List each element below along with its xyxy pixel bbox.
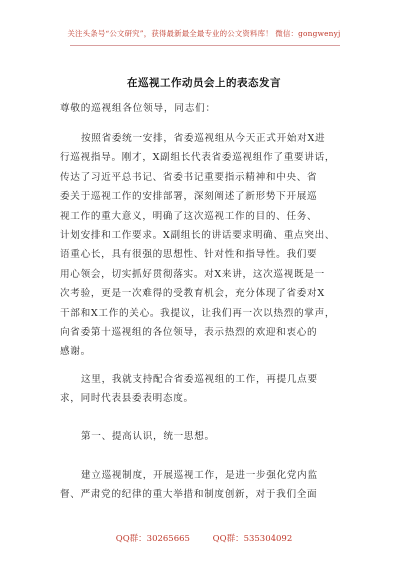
text-line: 语重心长，具有很强的思想性、针对性和指导性。我们要 xyxy=(60,249,318,261)
text-line: 计划安排和工作要求。X副组长的讲话要求明确、重点突出、 xyxy=(60,229,336,241)
footer-qq-group-2: QQ群：535304092 xyxy=(212,534,293,544)
paragraph-1 xyxy=(60,129,360,362)
text-line: 求，同时代表县委表明态度。 xyxy=(60,393,194,405)
text-line: 委关于巡视工作的安排部署，深刻阐述了新形势下开展巡 xyxy=(60,191,318,203)
document-title: 在巡视工作动员会上的表态发言 xyxy=(127,77,281,89)
section-heading-1 xyxy=(60,427,360,446)
paragraph-2 xyxy=(60,370,360,409)
footer-qq-group-1: QQ群：30265665 xyxy=(115,534,190,544)
text-line: 行巡视指导。刚才，X副组长代表省委巡视组作了重要讲话， xyxy=(60,152,336,164)
text-line: 按照省委统一安排，省委巡视组从今天正式开始对X进 xyxy=(81,133,326,144)
salutation: 尊敬的巡视组各位领导，同志们： xyxy=(60,103,216,114)
text-line: 视工作的重大意义，明确了这次巡视工作的目的、任务、 xyxy=(60,210,318,222)
text-line: 次考验，更是一次难得的受教育机会，充分体现了省委对X xyxy=(60,288,325,300)
text-line: 这里，我就支持配合省委巡视组的工作，再提几点要 xyxy=(81,374,318,385)
text-line: 感谢。 xyxy=(60,346,91,358)
text-line: 建立巡视制度，开展巡视工作，是进一步强化党内监 xyxy=(81,470,318,481)
header-divider xyxy=(70,45,340,46)
text-line: 传达了习近平总书记、省委书记重要指示精神和中央、省 xyxy=(60,171,318,183)
header-promo-note: 关注头条号“公文研究”，获得最新最全最专业的公文资料库！ 微信：gongwenyj xyxy=(67,29,341,38)
text-line: 干部和X工作的关心。我提议，让我们再一次以热烈的掌声， xyxy=(60,307,336,319)
footer-contacts xyxy=(0,532,408,544)
text-line: 第一、提高认识，统一思想。 xyxy=(81,431,215,442)
text-line: 向省委第十巡视组的各位领导，表示热烈的欢迎和衷心的 xyxy=(60,326,318,338)
paragraph-4 xyxy=(60,466,360,505)
text-line: 用心领会，切实抓好贯彻落实。对X来讲，这次巡视既是一 xyxy=(60,268,325,280)
text-line: 督、严肃党的纪律的重大举措和制度创新，对于我们全面 xyxy=(60,489,318,501)
